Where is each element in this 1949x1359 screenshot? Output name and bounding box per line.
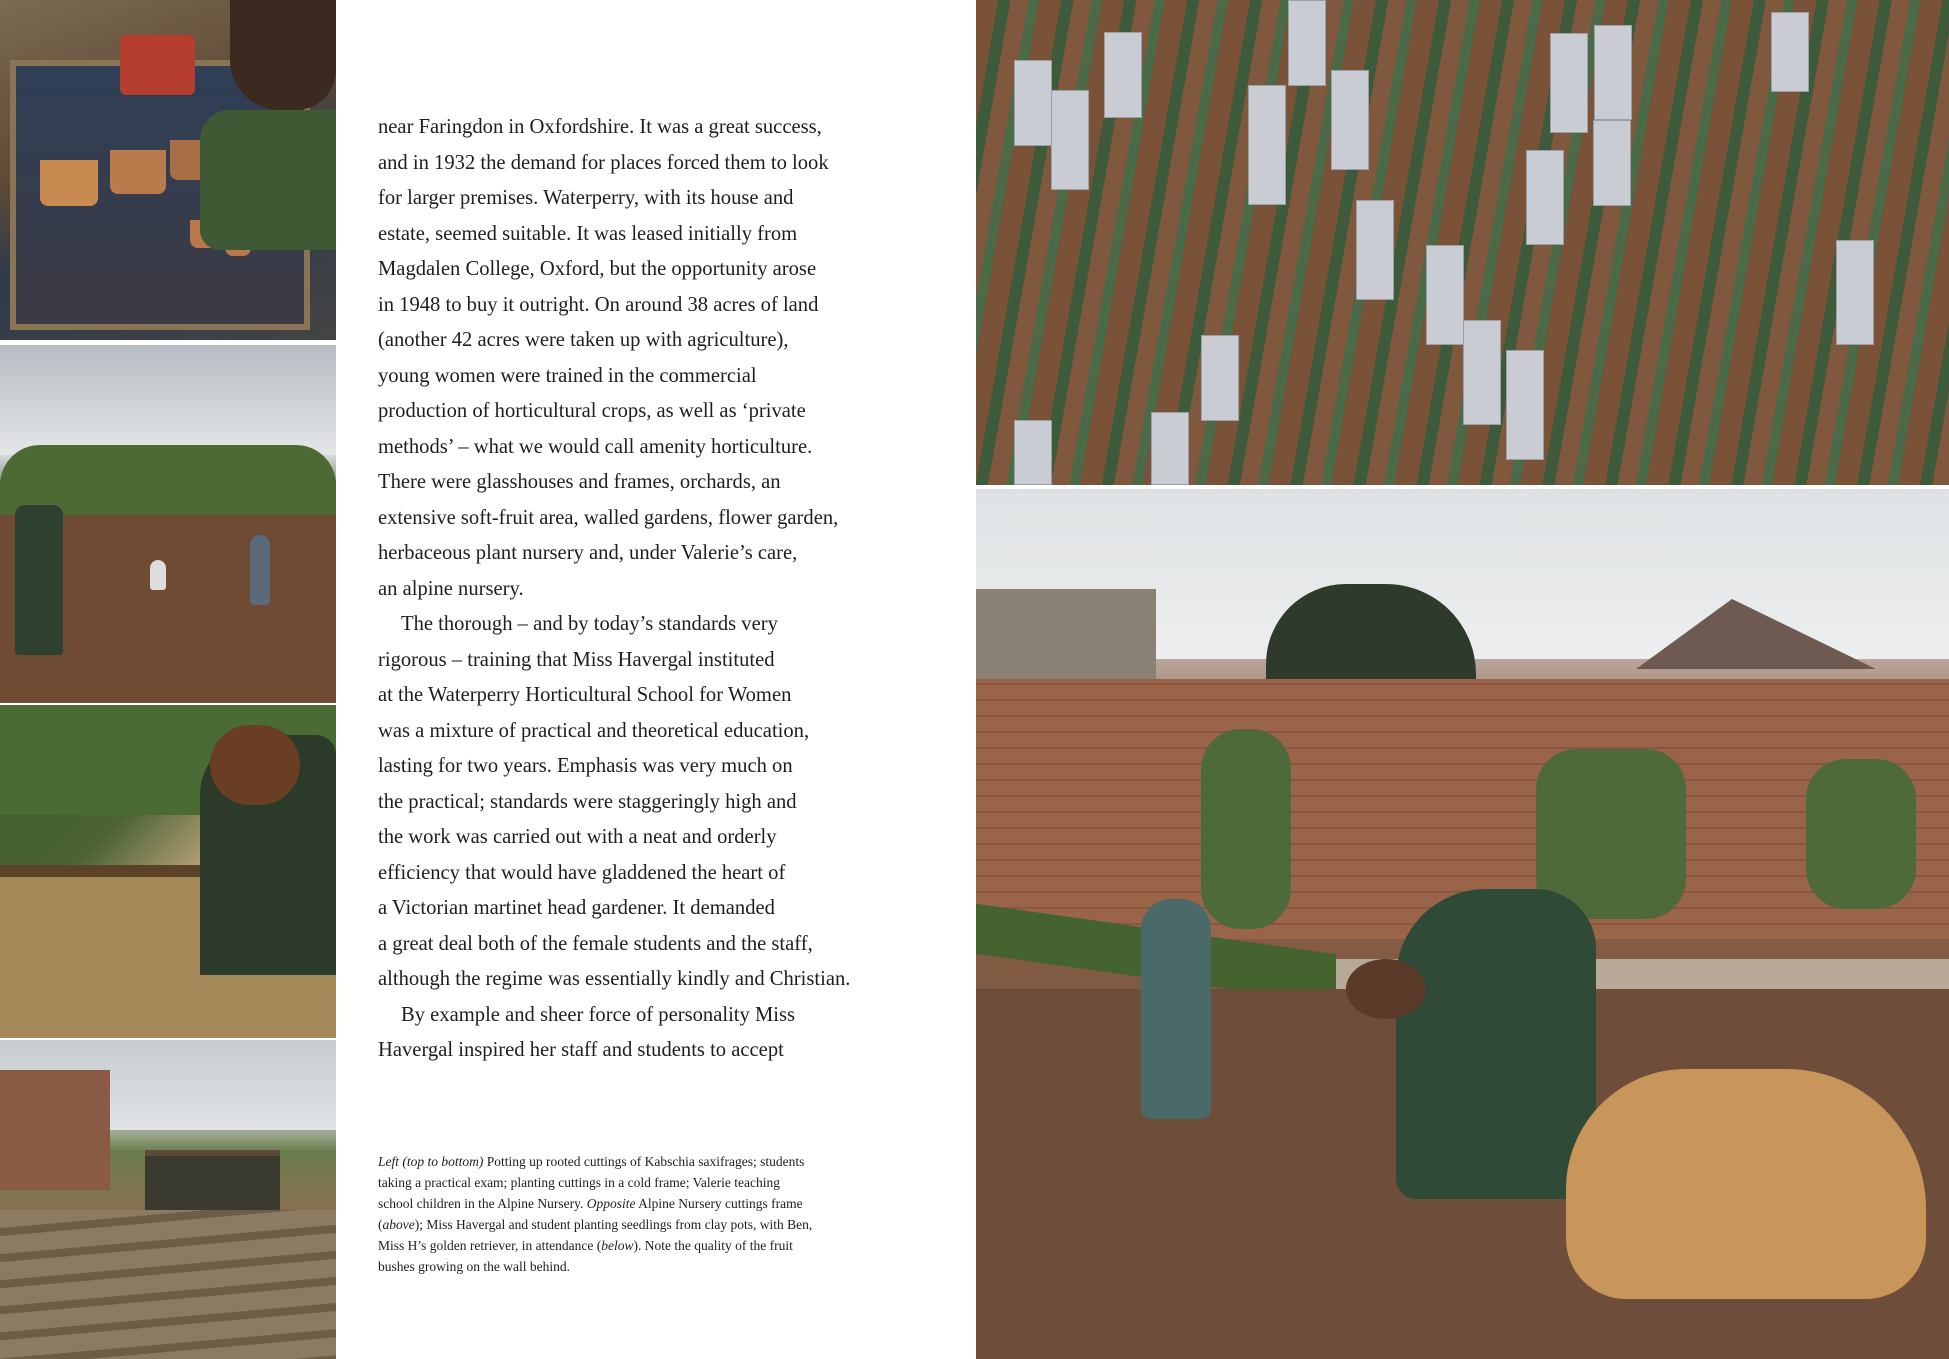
body-line: and in 1932 the demand for places forced them to look xyxy=(378,151,829,174)
body-line: a Victorian martinet head gardener. It demanded xyxy=(378,897,775,919)
plant-label xyxy=(1836,240,1874,345)
wall-fruit-bush xyxy=(1201,729,1291,929)
body-line: in 1948 to buy it outright. On around 38 acres of land xyxy=(378,293,819,316)
cuttings-frame-photo xyxy=(976,0,1949,485)
caption-text: school children in the Alpine Nursery. xyxy=(378,1196,587,1211)
caption-line xyxy=(378,1151,898,1172)
student-figure xyxy=(150,560,166,590)
plant-label xyxy=(1426,245,1464,345)
hat xyxy=(1346,959,1426,1019)
plant-label xyxy=(1151,412,1189,485)
clay-pot xyxy=(110,150,166,194)
body-line: methods’ – what we would call amenity horticulture. xyxy=(378,435,813,458)
body-line: the work was carried out with a neat and orderly xyxy=(378,826,777,848)
caption-line xyxy=(378,1193,898,1214)
plant-label xyxy=(1014,60,1052,146)
body-text xyxy=(378,110,948,1069)
body-line: an alpine nursery. xyxy=(378,577,524,600)
body-line: (another 42 acres were taken up with agriculture), xyxy=(378,329,789,351)
body-line: Havergal inspired her staff and students to accept xyxy=(378,1039,784,1061)
plant-label xyxy=(1594,25,1632,120)
body-line: a great deal both of the female students and the staff, xyxy=(378,932,813,955)
practical-exam-photo xyxy=(0,345,336,703)
plant-label xyxy=(1014,420,1052,485)
plant-label xyxy=(1288,0,1326,86)
right-page xyxy=(974,0,1949,1359)
house xyxy=(0,1070,110,1190)
caption-text: Miss H’s golden retriever, in attendance ( xyxy=(378,1238,602,1253)
plant-label xyxy=(1771,12,1809,92)
wall-fruit-bush xyxy=(1806,759,1916,909)
caption-text: Potting up rooted cuttings of Kabschia saxifrages; students xyxy=(483,1154,805,1169)
plant-label xyxy=(1248,85,1286,205)
gardener-head xyxy=(230,0,336,110)
clay-pot xyxy=(40,160,98,206)
student-head xyxy=(210,725,300,805)
body-line: young women were trained in the commercial xyxy=(378,364,757,387)
cold-frame-planting-photo xyxy=(0,705,336,1038)
watering-can xyxy=(120,35,195,95)
body-line: efficiency that would have gladdened the heart of xyxy=(378,861,786,884)
caption-text: ( xyxy=(378,1217,383,1232)
body-line: was a mixture of practical and theoretical education, xyxy=(378,719,810,742)
left-photo-strip xyxy=(0,0,336,1359)
photo-caption xyxy=(378,1151,898,1277)
plant-label xyxy=(1104,32,1142,118)
caption-italic: Opposite xyxy=(586,1196,636,1211)
body-line: near Faringdon in Oxfordshire. It was a great success, xyxy=(378,116,822,138)
plant-label xyxy=(1201,335,1239,421)
body-line: estate, seemed suitable. It was leased initially from xyxy=(378,222,798,245)
student-figure xyxy=(1141,899,1211,1119)
body-line: There were glasshouses and frames, orchards, an xyxy=(378,471,781,493)
plant-label xyxy=(1331,70,1369,170)
student-figure xyxy=(250,535,270,605)
body-line: The thorough – and by today’s standards very xyxy=(401,613,778,635)
caption-line: taking a practical exam; planting cuttings in a cold frame; Valerie teaching xyxy=(378,1175,780,1190)
page-gutter xyxy=(973,0,975,1359)
body-line: Magdalen College, Oxford, but the opportunity arose xyxy=(378,258,817,280)
body-line: herbaceous plant nursery and, under Valerie’s care, xyxy=(378,542,798,564)
alpine-nursery-teaching-photo xyxy=(0,1040,336,1359)
body-line: extensive soft-fruit area, walled gardens, flower garden, xyxy=(378,506,839,529)
body-line: although the regime was essentially kindly and Christian. xyxy=(378,968,851,990)
golden-retriever xyxy=(1566,1069,1926,1299)
plant-label xyxy=(1526,150,1564,245)
body-line: for larger premises. Waterperry, with its house and xyxy=(378,187,794,209)
student-figure xyxy=(15,505,63,655)
plant-label xyxy=(1051,90,1089,190)
plant-label xyxy=(1356,200,1394,300)
body-line: rigorous – training that Miss Havergal instituted xyxy=(378,648,775,671)
body-line: lasting for two years. Emphasis was very much on xyxy=(378,755,793,777)
body-line: production of horticultural crops, as well as ‘private xyxy=(378,400,806,422)
caption-line xyxy=(378,1235,898,1256)
caption-line: bushes growing on the wall behind. xyxy=(378,1259,570,1274)
body-line: By example and sheer force of personality Miss xyxy=(401,1003,796,1026)
gardener-figure xyxy=(200,110,336,250)
caption-text: ); Miss Havergal and student planting seedlings from clay pots, with Ben, xyxy=(414,1217,813,1232)
nursery-beds xyxy=(0,1210,336,1359)
plant-label xyxy=(1463,320,1501,425)
caption-text: ). Note the quality of the fruit xyxy=(633,1238,793,1253)
plant-label xyxy=(1550,33,1588,133)
shed-with-children xyxy=(145,1150,280,1215)
sky xyxy=(0,345,336,455)
plant-label xyxy=(1593,120,1631,206)
body-line: the practical; standards were staggeringly high and xyxy=(378,790,797,813)
text-page xyxy=(336,0,974,1359)
caption-italic: Left (top to bottom) xyxy=(378,1154,484,1169)
plant-label xyxy=(1506,350,1544,460)
caption-line xyxy=(378,1214,898,1235)
potting-cuttings-photo xyxy=(0,0,336,340)
body-line: at the Waterperry Horticultural School for Women xyxy=(378,684,792,706)
caption-italic: below xyxy=(601,1238,634,1253)
caption-italic: above xyxy=(382,1217,415,1232)
planting-seedlings-photo xyxy=(976,489,1949,1359)
caption-text: Alpine Nursery cuttings frame xyxy=(635,1196,803,1211)
miss-havergal-figure xyxy=(1396,889,1596,1199)
